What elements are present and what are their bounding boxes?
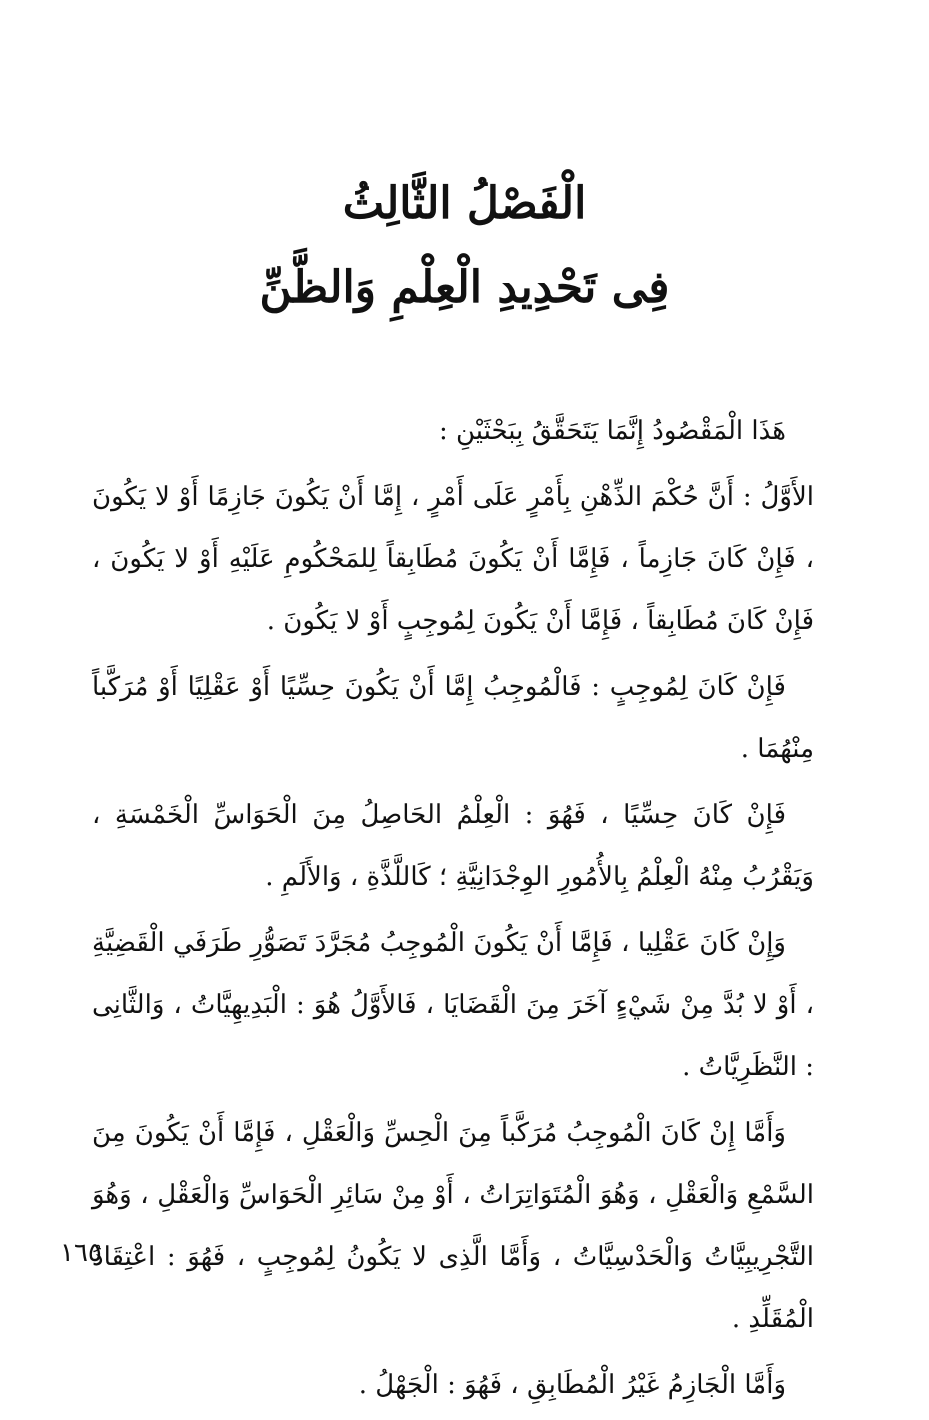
paragraph-rational: وَإِنْ كَانَ عَقْلِيا ، فَإِمَّا أَنْ يَكُونَ الْمُوجِبُ مُجَرَّدَ تَصَوُّرِ طَرَفَي الْقَضِيَّةِ ، أَوْ لا بُدَّ مِنْ شَيْءٍ آخَرَ مِنَ الْقَضَايَا ، فَالأَوَّلُ هُوَ : الْبَدِيهِيَّاتُ ، وَالثَّانِى : النَّظَرِيَّاتُ . <box>92 928 815 1082</box>
paragraph-intro: هَذَا الْمَقْصُودُ إِنَّمَا يَتَحَقَّقُ بِبَحْثَيْنِ : <box>438 416 786 446</box>
paragraph-cause: فَإِنْ كَانَ لِمُوجِبٍ : فَالْمُوجِبُ إِمَّا أَنْ يَكُونَ حِسِّيًا أَوْ عَقْلِيًا أَوْ مُرَكَّباً مِنْهُمَا . <box>92 672 814 764</box>
chapter-number-heading: الْفَصْلُ الثَّالِثُ <box>342 178 587 229</box>
paragraph-compound: وَأَمَّا إِنْ كَانَ الْمُوجِبُ مُرَكَّباً مِنَ الْحِسِّ وَالْعَقْلِ ، فَإِمَّا أَنْ يَكُونَ مِنَ السَّمْعِ وَالْعَقْلِ ، وَهُوَ الْمُتَوَاتِرَاتُ ، أَوْ مِنْ سَائِرِ الْحَوَاسِّ وَالْعَقْلِ ، وَهُوَ التَّجْرِيبِيَّاتُ وَالْحَدْسِيَّاتُ ، وَأَمَّا الَّذِى لا يَكُونُ لِمُوجِبٍ ، فَهُوَ : اعْتِقَادُ الْمُقَلِّدِ . <box>92 1118 814 1334</box>
chapter-title-heading: فِى تَحْدِيدِ الْعِلْمِ وَالظَّنِّ <box>259 262 670 313</box>
page-number: ١٦٥ <box>60 1238 102 1268</box>
paragraph-sensory: فَإِنْ كَانَ حِسِّيًا ، فَهُوَ : الْعِلْمُ الحَاصِلُ مِنَ الْحَوَاسِّ الْخَمْسَةِ ، وَيَقْرُبُ مِنْهُ الْعِلْمُ بِالأُمُورِ الوِجْدَانِيَّةِ ؛ كَاللَّذَّةِ ، وَالأَلَمِ . <box>92 800 814 892</box>
paragraph-first-inquiry: الأَوَّلُ : أَنَّ حُكْمَ الذِّهْنِ بِأَمْرٍ عَلَى أَمْرٍ ، إِمَّا أَنْ يَكُونَ جَازِمًا أَوْ لا يَكُونَ ، فَإِنْ كَانَ جَازِماً ، فَإِمَّا أَنْ يَكُونَ مُطَابِقاً لِلمَحْكُومِ عَلَيْهِ أَوْ لا يَكُونَ ، فَإِنْ كَانَ مُطَابِقاً ، فَإِمَّا أَنْ يَكُونَ لِمُوجِبٍ أَوْ لا يَكُونَ . <box>92 482 814 636</box>
paragraph-ignorance: وَأَمَّا الْجَازِمُ غَيْرُ الْمُطَابِقِ ، فَهُوَ : الْجَهْلُ . <box>358 1370 786 1400</box>
body-text <box>92 400 814 1420</box>
